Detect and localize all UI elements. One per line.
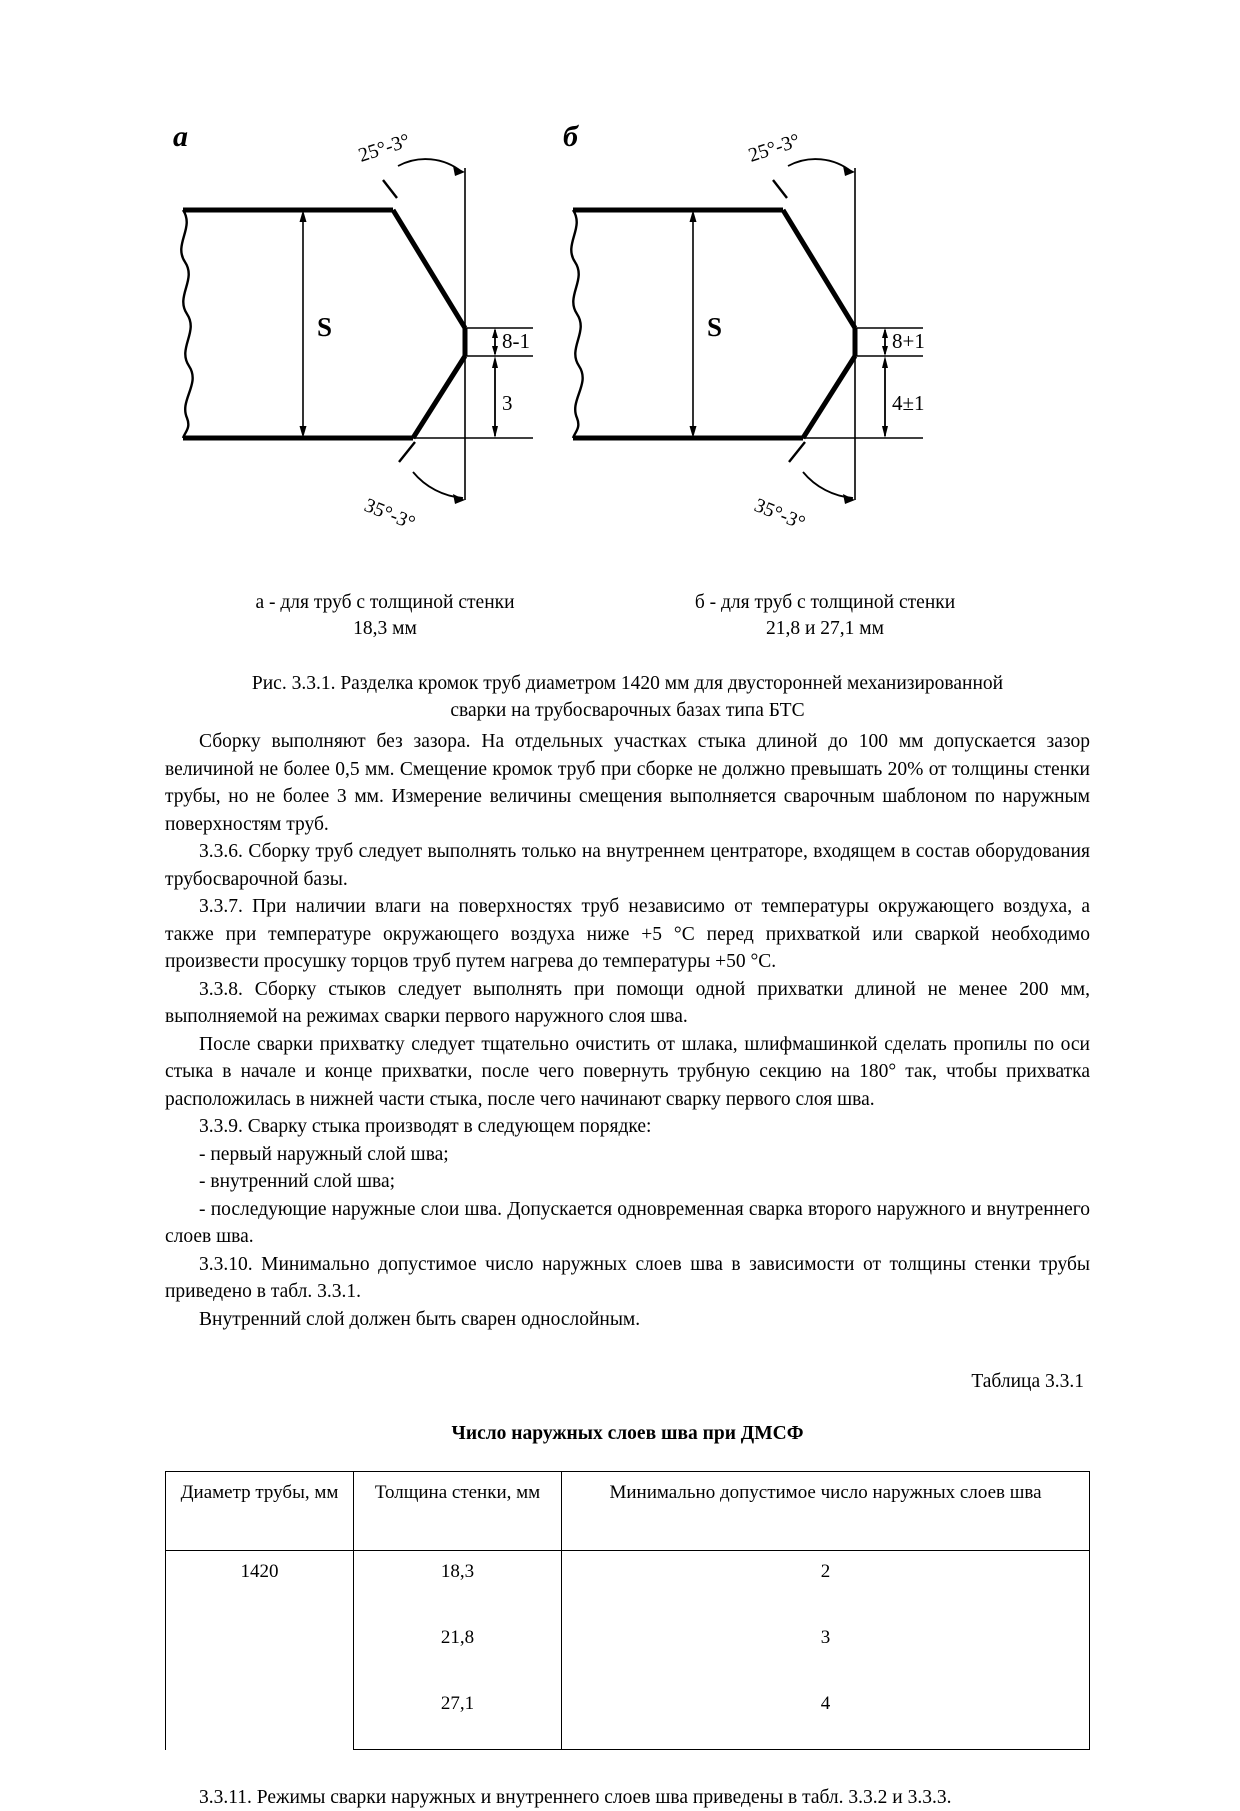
figure-3-3-1 [165, 110, 1105, 590]
panel-a-angle-top: 25°-3° [355, 129, 413, 167]
panel-a-caption [195, 590, 575, 642]
figure-panel-captions [165, 590, 1105, 652]
panel-b-angle-top: 25°-3° [745, 129, 803, 167]
cell-layers: 2 [562, 1551, 1090, 1618]
panel-b-dim-lower: 4±1 [892, 391, 925, 415]
paragraph-3-3-10: 3.3.10. Минимально допустимое число наружных слоев шва в зависимости от толщины стенки трубы приведено в табл. 3.3.1. [165, 1253, 1090, 1302]
figure-title-line1: Рис. 3.3.1. Разделка кромок труб диаметром 1420 мм для двусторонней механизированной [251, 673, 1004, 694]
paragraph-3-3-9: 3.3.9. Сварку стыка производят в следующем порядке: [199, 1116, 652, 1137]
list-item-subsequent-layers: - последующие наружные слои шва. Допускается одновременная сварка второго наружного и внутреннего слоев шва. [165, 1198, 1090, 1247]
body-text [165, 728, 1090, 1333]
table-row [166, 1551, 1090, 1618]
cell-diameter: 1420 [166, 1551, 354, 1750]
table-3-3-1 [165, 1471, 1090, 1750]
panel-a-caption-line1: а - для труб с толщиной стенки [255, 592, 515, 613]
panel-b-caption-line1: б - для труб с толщиной стенки [694, 592, 956, 613]
cell-thickness: 27,1 [354, 1683, 562, 1750]
panel-a-thickness-label: S [317, 312, 333, 342]
cell-thickness: 18,3 [354, 1551, 562, 1618]
paragraph-after-welding: После сварки прихватку следует тщательно очистить от шлака, шлифмашинкой сделать пропилы по оси стыка в начале и конце прихватки, после чего повернуть трубную секцию на 180° так, чтобы прихватка расположилась в нижней части стыка, после чего начинают сварку первого слоя шва. [165, 1033, 1090, 1110]
figure-panel-a [165, 110, 565, 550]
panel-a-letter: а [173, 120, 189, 153]
cell-layers: 4 [562, 1683, 1090, 1750]
panel-b-dim-upper: 8+1 [892, 329, 925, 353]
paragraph-3-3-6: 3.3.6. Сборку труб следует выполнять только на внутреннем центраторе, входящем в состав оборудования трубосварочной базы. [165, 841, 1090, 890]
list-item-first-outer-layer: - первый наружный слой шва; [199, 1143, 449, 1165]
figure-title-line2: сварки на трубосварочных базах типа БТС [450, 700, 805, 721]
paragraph-3-3-11: 3.3.11. Режимы сварки наружных и внутреннего слоев шва приведены в табл. 3.3.2 и 3.3.3. [199, 1787, 952, 1808]
panel-a-angle-bottom: 35°-3° [361, 494, 419, 535]
paragraph-inner-single-layer: Внутренний слой должен быть сварен однослойным. [199, 1308, 641, 1330]
figure-title [178, 670, 1078, 724]
table-header-row [166, 1472, 1090, 1551]
paragraph-assembly-gap: Сборку выполняют без зазора. На отдельных участках стыка длиной до 100 мм допускается зазор величиной не более 0,5 мм. Смещение кромок труб при сборке не должно превышать 20% от толщины стенки трубы, но не более 3 мм. Измерение величины смещения выполняется сварочным шаблоном по наружным поверхностям труб. [165, 731, 1090, 835]
panel-a-caption-line2: 18,3 мм [353, 618, 417, 639]
table-title: Число наружных слоев шва при ДМСФ [451, 1423, 804, 1444]
paragraph-3-3-8: 3.3.8. Сборку стыков следует выполнять при помощи одной прихватки длиной не менее 200 мм, выполняемой на режимах сварки первого наружного слоя шва. [165, 978, 1090, 1027]
panel-b-letter: б [563, 120, 579, 153]
table-header-diameter: Диаметр трубы, мм [166, 1472, 354, 1551]
cell-thickness: 21,8 [354, 1617, 562, 1683]
cell-layers: 3 [562, 1617, 1090, 1683]
table-header-thickness: Толщина стенки, мм [354, 1472, 562, 1551]
panel-b-thickness-label: S [707, 312, 723, 342]
list-item-inner-layer: - внутренний слой шва; [199, 1171, 396, 1192]
panel-b-caption [635, 590, 1015, 642]
panel-b-angle-bottom: 35°-3° [751, 494, 809, 535]
panel-a-dim-lower: 3 [502, 391, 513, 415]
table-number: Таблица 3.3.1 [971, 1371, 1084, 1392]
panel-a-dim-upper: 8-1 [502, 329, 530, 353]
figure-panel-b [555, 110, 955, 550]
panel-b-caption-line2: 21,8 и 27,1 мм [766, 618, 884, 639]
panel-a-drawing [165, 110, 565, 550]
panel-b-drawing [555, 110, 955, 550]
table-header-layers: Минимально допустимое число наружных слоев шва [562, 1472, 1090, 1551]
paragraph-3-3-7: 3.3.7. При наличии влаги на поверхностях труб независимо от температуры окружающего воздуха, а также при температуре окружающего воздуха ниже +5 °C перед прихваткой или сваркой необходимо произвести просушку торцов труб путем нагрева до температуры +50 °C. [165, 896, 1090, 972]
